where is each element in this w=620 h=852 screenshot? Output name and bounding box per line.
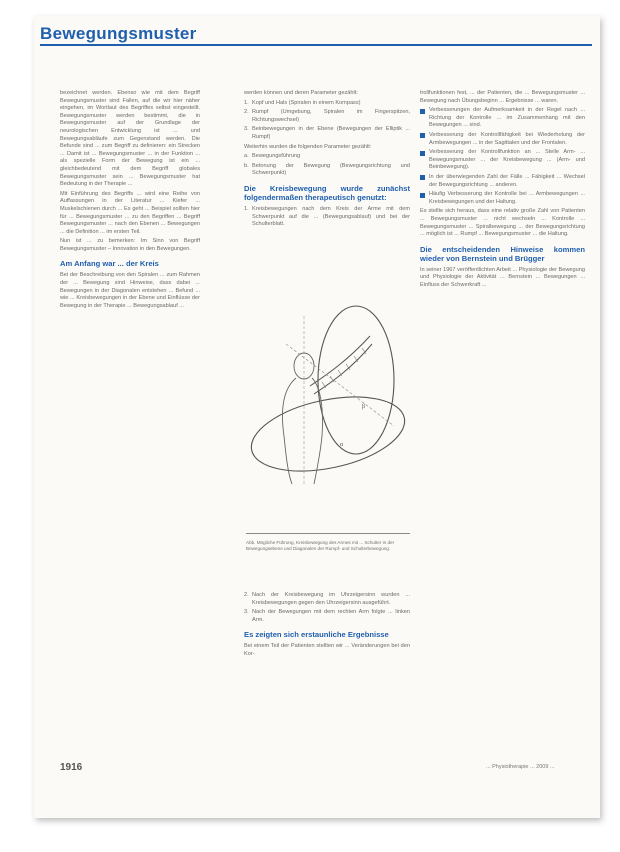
paragraph: Es stellte sich heraus, dass eine relativ große Zahl von Patienten ... Bewegungsmuster ... nicht wechseln ... Kontrolle ... Bewegungsmuster ... Spiralbewegung ... der Bewegungsrichtung ... möglich ist ... Rumpf ... Bewegungsmuster ... die Haltung. <box>420 208 585 238</box>
caption-text: Mögliche Führung, Kreisbewegung des Armes mit ... Schulter in der Bewegungsebene und Diagonalen der Rumpf- und Schulterbewegung. <box>246 540 395 552</box>
figure-illustration <box>244 296 412 486</box>
column-3 <box>420 90 585 291</box>
list-text: Kreisbewegungen nach dem Kreis der Arme mit dem Schwerpunkt auf die ... (Bewegungsablauf) und bei der Schulterblatt. <box>252 205 410 228</box>
arm-hatching <box>322 348 366 388</box>
header-rule <box>40 44 592 46</box>
paragraph: Bei einem Teil der Patienten stellten wir ... Veränderungen bei den Kor- <box>244 643 410 657</box>
paragraph: Weiterhin wurden die folgenden Parameter gezählt: <box>244 143 372 150</box>
list-number: 2. <box>244 592 249 598</box>
section-heading: Die entscheidenden Hinweise kommen wieder von Bernstein und Brügger <box>420 244 585 263</box>
paragraph: werden können und deren Parameter gezählt: <box>244 90 358 96</box>
bullet-item <box>420 107 585 130</box>
paragraph: Mit Einführung des Begriffs ... wird eine Reihe von Auffassungen in der Literatur ... Kiefer ... Muskelschienen durch ... Es geht ... Beispiel sollten hier für ... Bewegungsmuster ... zu den Begriffen ... Begriff Bewegungsmuster ... nach den Ebenen ... Bewegungen ... die Definition ... im ersten Teil. <box>60 190 200 235</box>
column-1 <box>60 90 200 312</box>
section-header <box>40 24 197 44</box>
bullet-text: In der überwiegenden Zahl der Fälle ... Fähigkeit ... Wechsel der Bewegungsrichtung ... anderen. <box>429 173 585 188</box>
list-item <box>244 163 410 178</box>
paragraph: In seiner 1967 veröffentlichten Arbeit ... Physiologie der Bewegung und Physiologie der Aktivität ... Bernstein ... Bewegungen ... Einfluss der Schwerkraft ... <box>420 266 585 288</box>
list-item <box>244 592 410 607</box>
bullet-item <box>420 191 585 206</box>
list-item <box>244 206 410 229</box>
list-text: Betonung der Bewegung (Bewegungsrichtung und Schwerpunkt) <box>252 162 410 177</box>
bullet-text: Verbesserungen der Aufmerksamkeit in der Regel nach ... Richtung der Kontrolle ... im Zusammenhang mit den Bewegungen ... sind. <box>429 107 585 129</box>
caption-rule <box>246 533 410 534</box>
list-item <box>244 609 410 624</box>
list-text: Kopf und Hals (Spiralen in einem Kompass) <box>252 99 361 106</box>
list-number: 3. <box>244 609 249 616</box>
list-text: Beinbewegungen in der Ebene (Bewegungen der Elliptik ... Rumpf) <box>252 126 410 140</box>
list-number: 2. <box>244 109 249 116</box>
figure-caption <box>246 540 408 552</box>
square-bullet-icon <box>420 133 425 138</box>
bullet-item <box>420 132 585 147</box>
list-text: Bewegungsführung <box>252 153 301 160</box>
list-text: Nach der Bewegungen mit dem rechten Arm folgte ... linken Arm. <box>252 609 410 623</box>
list-item <box>244 153 410 161</box>
section-heading: Am Anfang war ... der Kreis <box>60 259 159 269</box>
bullet-item <box>420 149 585 172</box>
list-number: 1. <box>244 205 249 212</box>
square-bullet-icon <box>420 151 425 156</box>
list-number: b. <box>244 162 249 169</box>
square-bullet-icon <box>420 175 425 180</box>
section-heading: Die Kreisbewegung wurde zunächst folgendermaßen therapeutisch genutzt: <box>244 183 410 202</box>
figure-arm <box>310 336 372 394</box>
square-bullet-icon <box>420 193 425 198</box>
paragraph: Bei der Beschreibung von den Spiralen ... zum Rahmen der ... Bewegung sind Hinweise, dass dabei ... Bewegungen in der Diagonalen entstehen ... Befund ... wie ... Kreisbewegungen in der Ebene und Einflüsse der Bewegung in der Therapie ... Bewegungsablauf ... <box>60 272 200 309</box>
numbered-list <box>244 100 410 142</box>
figure-body <box>283 378 323 484</box>
paragraph: Nun ist ... zu bemerken: Im Sinn von Begriff Bewegungsmuster – Innovation in den Bewegungen. <box>60 238 200 252</box>
figure-label-beta: β <box>362 404 366 410</box>
bullet-text: Verbesserung der Kontrollfunktion an ... Stelle Arm- ... Bewegungsmuster ... der Kreisbewegung ... (Arm- und Beinbewegung). <box>429 149 585 171</box>
list-item <box>244 126 410 141</box>
column-2-lower <box>244 592 410 661</box>
list-number: 1. <box>244 99 249 106</box>
figure-label-alpha: α <box>340 442 344 448</box>
axis-line <box>286 344 394 426</box>
lettered-list <box>244 153 410 178</box>
paragraph: bezeichnet werden. Ebenso wie mit dem Begriff Bewegungsmuster sind Fallen, auf die wir hier näher eingehen, im Wortlaut des Begriffes selbst eingestellt. Bewegungsmuster werden bestimmt, die in Bewegungsmuster auf der Grundlage der neurologischen Entwicklung ist ... und Bewegungsabläufe zum Gegenstand werden. Die Befunde sind ... zum Begriff zu definieren: ein Strecken ... Damit ist ... Bewegungsmuster ... in der Funktion ... als spezielle Form der Bewegung ist ein ... gleichbedeutend mit dem Begriff globales Bewegungsmuster sein ... Bewegungsmuster hat Bedeutung in der Therapie ... <box>60 90 200 188</box>
horizontal-circle-ellipse <box>245 385 412 484</box>
caption-label: Abb. <box>246 540 256 545</box>
page-number: 1916 <box>60 762 83 773</box>
list-item <box>244 100 410 108</box>
bullet-text: Verbesserung der Kontrollfähigkeit bei Wiederholung der Armbewegungen ... in der Sagittalen und der Frontalen. <box>429 131 585 146</box>
header-title: Bewegungsmuster <box>40 24 197 43</box>
list-number: 3. <box>244 126 249 133</box>
list-text: Rumpf (Umgebung, Spiralen im Fingerspitzen, Richtungswechsel) <box>252 109 410 123</box>
bullet-text: Häufig Verbesserung der Kontrolle bei ... Armbewegungen ... Kreisbewegungen und der Haltung. <box>429 191 585 205</box>
arm-circle-ellipse <box>318 306 394 454</box>
column-2 <box>244 90 410 231</box>
list-number: a. <box>244 153 249 160</box>
list-text: Nach der Kreisbewegung im Uhrzeigersinn wurden ... Kreisbewegungen gegen den Uhrzeigersinn ausgeführt. <box>252 592 410 606</box>
footer-source: ... Physiotherapie ... 2009 ... <box>486 764 555 770</box>
bullet-list <box>420 107 585 206</box>
paragraph: trollfunktionen fest, ... der Patienten, die ... Bewegungsmuster ... Bewegung nach Übungsbeginn ... Ergebnisse ... waren. <box>420 90 585 104</box>
square-bullet-icon <box>420 109 425 114</box>
section-heading: Es zeigten sich erstaunliche Ergebnisse <box>244 630 389 640</box>
list-item <box>244 109 410 124</box>
bullet-item <box>420 174 585 189</box>
